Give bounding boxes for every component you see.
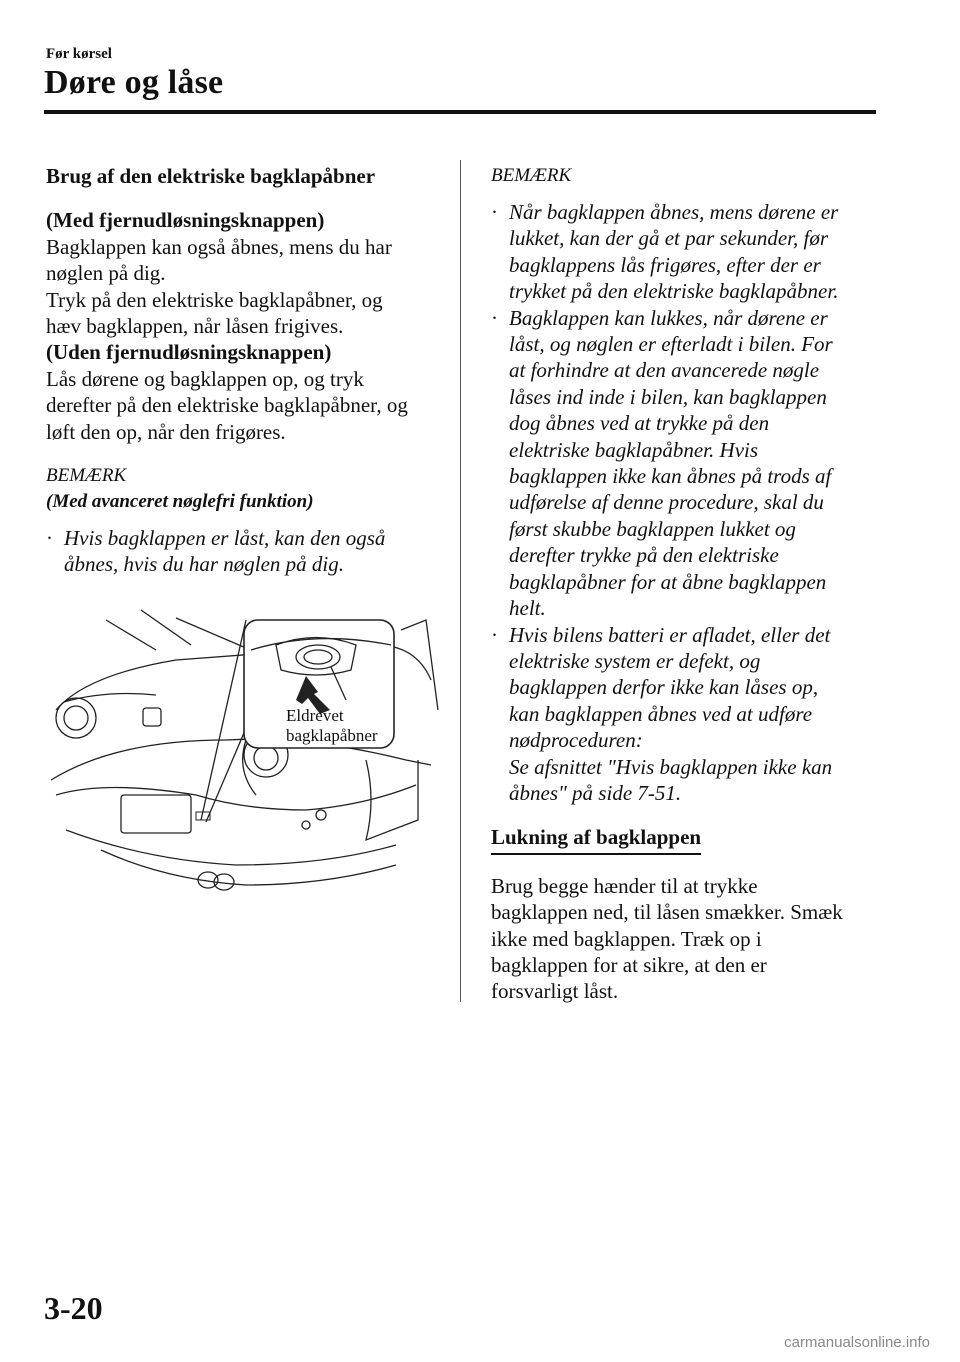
note-bullet [491,199,881,305]
column-divider [460,160,461,1002]
body-line: hæv bagklappen, når låsen frigives. [46,314,344,339]
left-column [46,163,446,578]
bullet-dot-icon: · [491,200,498,224]
bullet-line: udførelse af denne procedure, skal du [509,490,824,515]
bullet-line: bagklappen ikke kan åbnes på trods af [509,464,832,489]
body-line: bagklappen for at sikre, at den er [491,952,767,977]
bullet-line: bagklapåbner for at åbne bagklappen [509,569,827,594]
bullet-line: åbnes, hvis du har nøglen på dig. [64,552,344,577]
bullet-line: dog åbnes ved at trykke på den [509,411,770,436]
bullet-line: trykket på den elektriske bagklapåbner. [509,279,839,304]
bullet-line: derefter trykke på den elektriske [509,543,779,568]
bullet-dot-icon: · [491,622,498,647]
right-column [491,163,881,1005]
note-bullet [491,305,881,622]
bullet-line: låses ind inde i bilen, kan bagklappen [509,384,827,409]
bullet-line: åbnes" på side 7-51. [509,780,682,805]
watermark: carmanualsonline.info [784,1334,930,1351]
bullet-line: elektriske bagklapåbner. Hvis [509,437,759,462]
body-line: bagklappen ned, til låsen smækker. Smæk [491,900,843,925]
bullet-line: lukket, kan der gå et par sekunder, før [509,226,829,251]
body-line: løft den op, når den frigøres. [46,419,286,444]
bullet-dot-icon: · [46,526,53,551]
bullet-line: bagklappens lås frigøres, efter der er [509,252,821,277]
bullet-line: nødproceduren: [509,728,643,753]
with-remote-heading: (Med fjernudløsningsknappen) [46,208,325,233]
bullet-line: Se afsnittet "Hvis bagklappen ikke kan [509,754,833,779]
bullet-line: helt. [509,596,546,621]
bullet-line: bagklappen derfor ikke kan låses op, [509,675,819,700]
note-heading: BEMÆRK [46,465,127,487]
section-heading: Brug af den elektriske bagklapåbner [46,164,376,188]
note-heading: BEMÆRK [491,165,572,186]
body-line: forsvarligt låst. [491,979,619,1004]
page-number: 3-20 [44,1290,103,1326]
body-line: Tryk på den elektriske bagklapåbner, og [46,287,383,312]
figure-label-line: bagklapåbner [286,726,378,745]
tailgate-opener-illustration [46,590,446,910]
bullet-line: Hvis bilens batteri er afladet, eller det [509,622,831,647]
note-bullet [46,525,446,578]
bullet-line: låst, og nøglen er efterladt i bilen. For [509,332,833,357]
figure-label [286,706,378,746]
bullet-line: at forhindre at den avancerede nøgle [509,358,820,383]
body-line: Brug begge hænder til at trykke [491,873,758,898]
body-line: ikke med bagklappen. Træk op i [491,926,762,951]
car-rear-drawing [46,590,446,910]
without-remote-heading: (Uden fjernudløsningsknappen) [46,340,332,365]
note-subheading: (Med avanceret nøglefri funktion) [46,491,314,513]
body-line: nøglen på dig. [46,261,166,286]
bullet-line: Når bagklappen åbnes, mens dørene er [509,200,839,224]
bullet-line: elektriske system er defekt, og [509,648,761,673]
closing-heading: Lukning af bagklappen [491,824,701,854]
bullet-line: først skubbe bagklappen lukket og [509,516,796,541]
page-title: Døre og låse [44,64,224,101]
body-line: Lås dørene og bagklappen op, og tryk [46,366,364,391]
title-rule [44,110,876,114]
bullet-line: kan bagklappen åbnes ved at udføre [509,701,813,726]
bullet-dot-icon: · [491,305,498,330]
section-label: Før kørsel [46,46,112,62]
note-bullet [491,622,881,807]
bullet-line: Bagklappen kan lukkes, når dørene er [509,305,828,330]
figure-label-line: Eldrevet [286,706,344,725]
bullet-line: Hvis bagklappen er låst, kan den også [64,526,386,551]
body-line: Bagklappen kan også åbnes, mens du har [46,234,392,259]
body-line: derefter på den elektriske bagklapåbner, og [46,393,408,418]
